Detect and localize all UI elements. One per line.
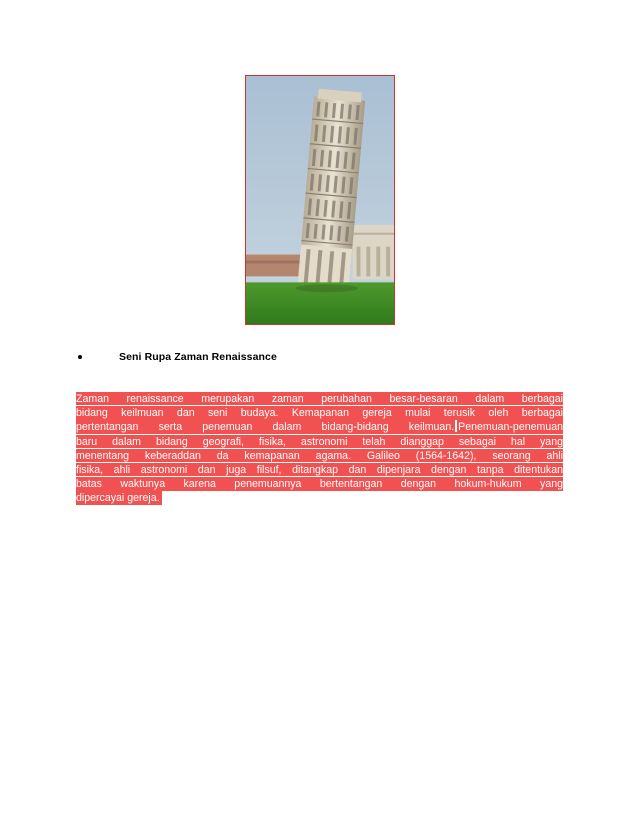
paragraph-line: batas waktunya karena penemuannya bertentangan dengan hokum-hukum yang [76,478,563,491]
paragraph-line: Zaman renaissance merupakan zaman perubahan besar-besaran dalam berbagai [76,393,563,405]
paragraph-line: bidang keilmuan dan seni budaya. Kemapanan gereja mulai terusik oleh berbagai [76,407,563,420]
leaning-tower-illustration [246,76,394,324]
paragraph-line: baru dalam bidang geografi, fisika, astronomi telah dianggap sebagai hal yang [76,435,563,448]
paragraph-line-segment: pertentangan serta penemuan dalam bidang-bidang keilmuan. [76,421,455,434]
paragraph-line-segment: Penemuan-penemuan [458,421,563,434]
text-cursor [455,420,457,432]
leaning-tower-photo [245,75,395,325]
highlighted-paragraph [76,392,563,510]
section-heading: Seni Rupa Zaman Renaissance [119,351,277,363]
paragraph-line [76,420,563,433]
paragraph-line: fisika, ahli astronomi dan juga filsuf, ditangkap dan dipenjara dengan tanpa ditentukan [76,463,563,476]
paragraph-line: dipercayai gereja. [76,492,160,505]
bullet-icon [78,355,82,359]
bullet-list-item [78,350,277,364]
paragraph-line: menentang keberaddan da kemapanan agama. Galileo (1564-1642), seorang ahli [76,449,563,462]
